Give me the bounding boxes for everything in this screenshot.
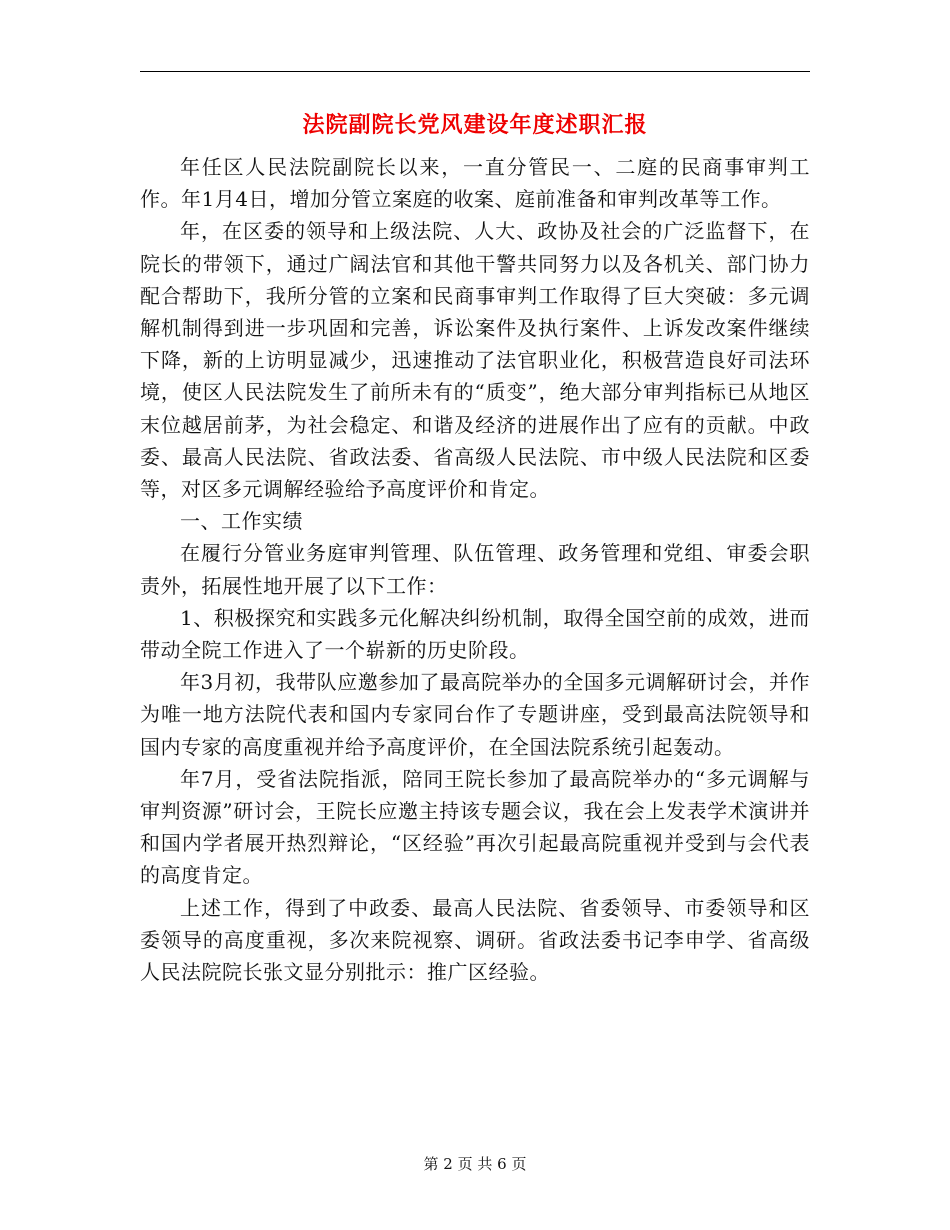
header-rule xyxy=(140,71,810,72)
document-title: 法院副院长党风建设年度述职汇报 xyxy=(302,112,648,138)
paragraph-intro: 年任区人民法院副院长以来，一直分管民一、二庭的民商事审判工作。年1月4日，增加分管立案庭的收案、庭前准备和审判改革等工作。 xyxy=(140,155,810,212)
paragraph-recognition: 上述工作，得到了中政委、最高人民法院、省委领导、市委领导和区委领导的高度重视，多次来院视察、调研。省政法委书记李申学、省高级人民法院院长张文显分别批示：推广区经验。 xyxy=(140,895,810,985)
paragraph-overview: 年，在区委的领导和上级法院、人大、政协及社会的广泛监督下，在院长的带领下，通过广阔法官和其他干警共同努力以及各机关、部门协力配合帮助下，我所分管的立案和民商事审判工作取得了巨大突破：多元调解机制得到进一步巩固和完善，诉讼案件及执行案件、上诉发改案件继续下降，新的上访明显减少，迅速推动了法官职业化，积极营造良好司法环境，使区人民法院发生了前所未有的“质变”，绝大部分审判指标已从地区末位越居前茅，为社会稳定、和谐及经济的进展作出了应有的贡献。中政委、最高人民法院、省政法委、省高级人民法院、市中级人民法院和区委等，对区多元调解经验给予高度评价和肯定。 xyxy=(140,219,810,502)
paragraph-item-1: 1、积极探究和实践多元化解决纠纷机制，取得全国空前的成效，进而带动全院工作进入了一个崭新的历史阶段。 xyxy=(140,605,810,663)
page-footer xyxy=(0,1153,950,1175)
paragraph-march-seminar: 年3月初，我带队应邀参加了最高院举办的全国多元调解研讨会，并作为唯一地方法院代表和国内专家同台作了专题讲座，受到最高法院领导和国内专家的高度重视并给予高度评价，在全国法院系统引起轰动。 xyxy=(140,670,810,759)
document-body xyxy=(140,151,810,988)
section-heading-work-results: 一、工作实绩 xyxy=(180,509,303,534)
paragraph-july-seminar: 年7月，受省法院指派，陪同王院长参加了最高院举办的“多元调解与审判资源”研讨会，王院长应邀主持该专题会议，我在会上发表学术演讲并和国内学者展开热烈辩论，“区经验”再次引起最高院重视并受到与会代表的高度肯定。 xyxy=(140,766,810,888)
paragraph-duties: 在履行分管业务庭审判管理、队伍管理、政务管理和党组、审委会职责外，拓展性地开展了以下工作： xyxy=(140,541,810,598)
page-number-label: 第 2 页 共 6 页 xyxy=(423,1155,527,1173)
